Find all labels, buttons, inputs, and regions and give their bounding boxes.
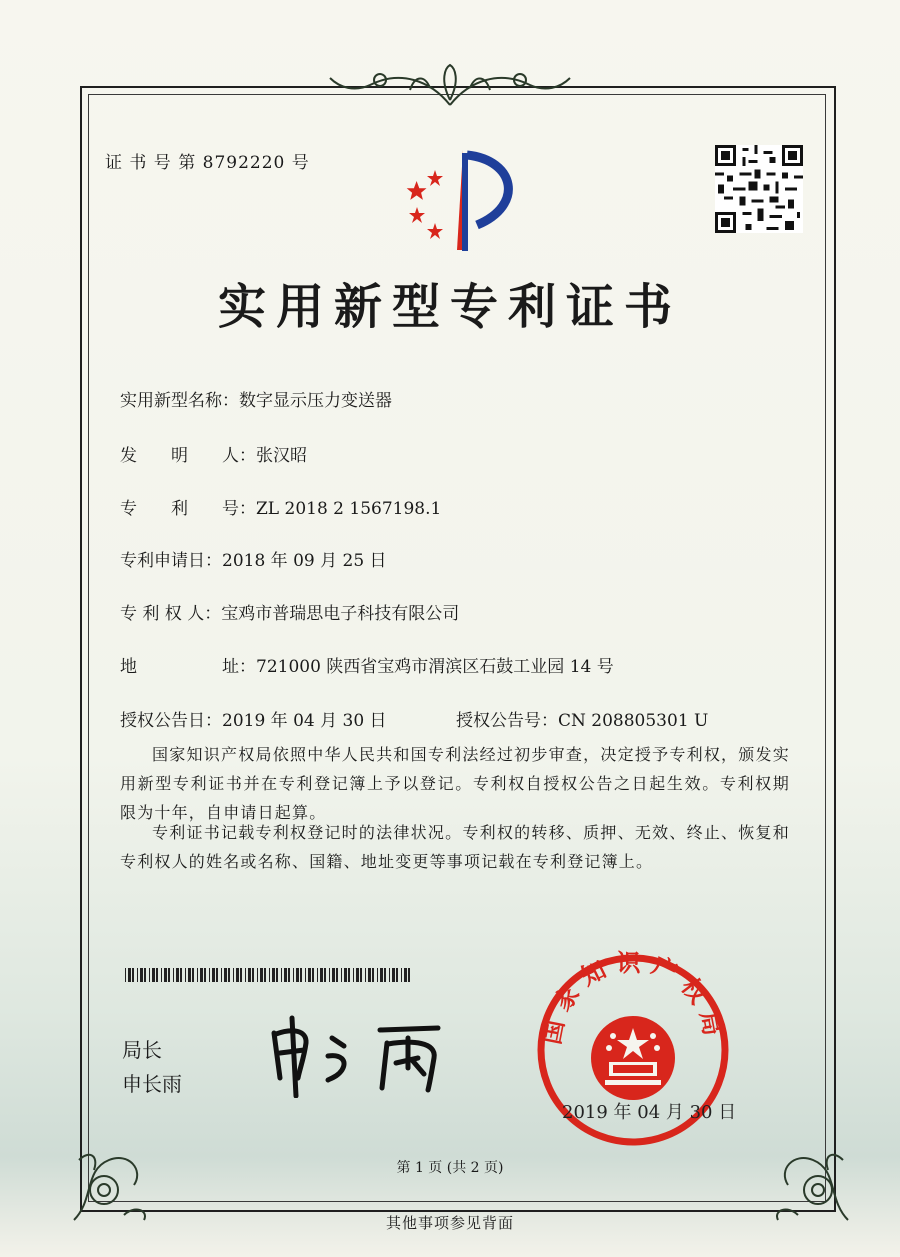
director-signature	[262, 1008, 462, 1098]
top-ornament	[320, 60, 580, 110]
grant-number-value: CN 208805301 U	[558, 711, 709, 731]
cert-number-value: 8792220	[202, 153, 286, 173]
address-label: 地 址：	[120, 657, 256, 677]
inventor-row	[120, 441, 307, 466]
legal-status-paragraph: 专利证书记载专利权登记时的法律状况。专利权的转移、质押、无效、终止、恢复和专利权人的姓名或名称、国籍、地址变更等事项记载在专利登记簿上。	[120, 823, 790, 871]
grant-statement-paragraph: 国家知识产权局依照中华人民共和国专利法经过初步审查，决定授予专利权，颁发实用新型专利证书并在专利登记簿上予以登记。专利权自授权公告之日起生效。专利权期限为十年，自申请日起算。	[120, 745, 790, 822]
address-value: 721000 陕西省宝鸡市渭滨区石鼓工业园 14 号	[256, 657, 614, 677]
grant-date-row	[120, 706, 387, 731]
filing-date-value: 2018 年 09 月 25 日	[222, 551, 387, 571]
cert-number-label: 证 书 号 第	[105, 153, 197, 173]
utility-model-name-value: 数字显示压力变送器	[239, 391, 392, 411]
director-name: 申长雨	[122, 1072, 182, 1096]
patent-number-row	[120, 494, 441, 519]
patent-number-value: ZL 2018 2 1567198.1	[256, 499, 442, 519]
inventor-label: 发 明 人：	[120, 446, 256, 466]
cert-number-suffix: 号	[291, 153, 310, 173]
utility-model-name-row	[120, 386, 392, 411]
filing-date-label: 专利申请日：	[120, 551, 222, 571]
patentee-value: 宝鸡市普瑞思电子科技有限公司	[221, 604, 460, 624]
patent-number-label: 专 利 号：	[120, 499, 256, 519]
seal-date: 2019 年 04 月 30 日	[562, 1102, 737, 1123]
inventor-value: 张汉昭	[256, 446, 307, 466]
cnipa-logo-icon	[395, 145, 535, 255]
page-title: 实用新型专利证书	[217, 279, 682, 335]
director-title: 局长	[122, 1038, 162, 1062]
filing-date-row	[120, 546, 387, 571]
barcode	[125, 968, 415, 982]
grant-number-label: 授权公告号：	[456, 711, 558, 731]
certificate-number	[105, 148, 310, 173]
grant-date-value: 2019 年 04 月 30 日	[222, 711, 387, 731]
utility-model-name-label: 实用新型名称：	[120, 391, 239, 411]
page-number: 第 1 页 (共 2 页)	[396, 1160, 504, 1176]
patentee-label: 专 利 权 人：	[120, 604, 222, 624]
grant-number-row	[456, 706, 708, 731]
seal-text: 国家知识产权局	[537, 950, 729, 1047]
grant-date-label: 授权公告日：	[120, 711, 222, 731]
patentee-row	[120, 599, 459, 624]
address-row	[120, 652, 614, 677]
national-emblem-icon	[591, 1016, 675, 1100]
footer-note: 其他事项参见背面	[385, 1214, 514, 1232]
qr-code	[715, 145, 803, 233]
